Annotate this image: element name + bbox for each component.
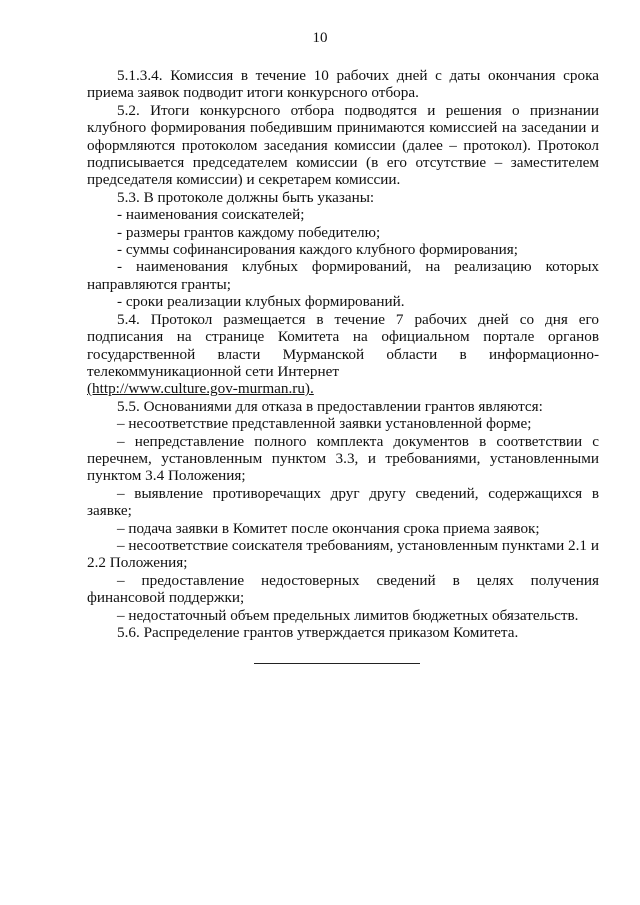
paragraph-5-6: 5.6. Распределение грантов утверждается приказом Комитета.: [117, 624, 519, 641]
list-item: – недостаточный объем предельных лимитов бюджетных обязательств.: [117, 606, 579, 624]
list-item: – непредставление полного комплекта документов в соответствии с перечнем, установленным пунктом 3.3, и требованиями, установленными пунктом 3.4 Положения;: [87, 432, 599, 485]
list-item: – подача заявки в Комитет после окончания срока приема заявок;: [117, 519, 540, 537]
list-item: - сроки реализации клубных формирований.: [117, 293, 405, 311]
list-item: - суммы софинансирования каждого клубного формирования;: [117, 241, 518, 259]
list-item: - наименования соискателей;: [117, 206, 305, 224]
document-body: [87, 67, 599, 641]
list-item: – выявление противоречащих друг другу сведений, содержащихся в заявке;: [87, 484, 599, 520]
portal-link[interactable]: (http://www.culture.gov-murman.ru).: [87, 380, 314, 398]
page-number: 10: [312, 30, 328, 46]
list-item: – несоответствие представленной заявки установленной форме;: [117, 415, 532, 433]
paragraph-5-5: 5.5. Основаниями для отказа в предоставлении грантов являются:: [117, 397, 543, 415]
paragraph-5-1-3-4: 5.1.3.4. Комиссия в течение 10 рабочих дней с даты окончания срока приема заявок подводит итоги конкурсного отбора.: [87, 67, 599, 102]
list-item: - размеры грантов каждому победителю;: [117, 223, 381, 241]
list-item: – несоответствие соискателя требованиям, установленным пунктами 2.1 и 2.2 Положения;: [87, 536, 599, 572]
end-divider: [254, 663, 420, 664]
paragraph-5-2: 5.2. Итоги конкурсного отбора подводятся и решения о признании клубного формирования победившим принимаются комиссией на заседании и оформляются протоколом заседания комиссии (далее – протокол). Протокол подписывается председателем комиссии (в его отсутствие – заместителем председателя комиссии) и секретарем комиссии.: [87, 101, 599, 189]
list-item: – предоставление недостоверных сведений в целях получения финансовой поддержки;: [87, 571, 599, 607]
list-item: - наименования клубных формирований, на реализацию которых направляются гранты;: [87, 258, 599, 293]
paragraph-5-4: 5.4. Протокол размещается в течение 7 рабочих дней со дня его подписания на странице Комитета на официальном портале органов государственной власти Мурманской области в информационно-телекоммуникационной сети Интернет: [87, 310, 599, 380]
paragraph-5-3: 5.3. В протоколе должны быть указаны:: [117, 188, 375, 206]
